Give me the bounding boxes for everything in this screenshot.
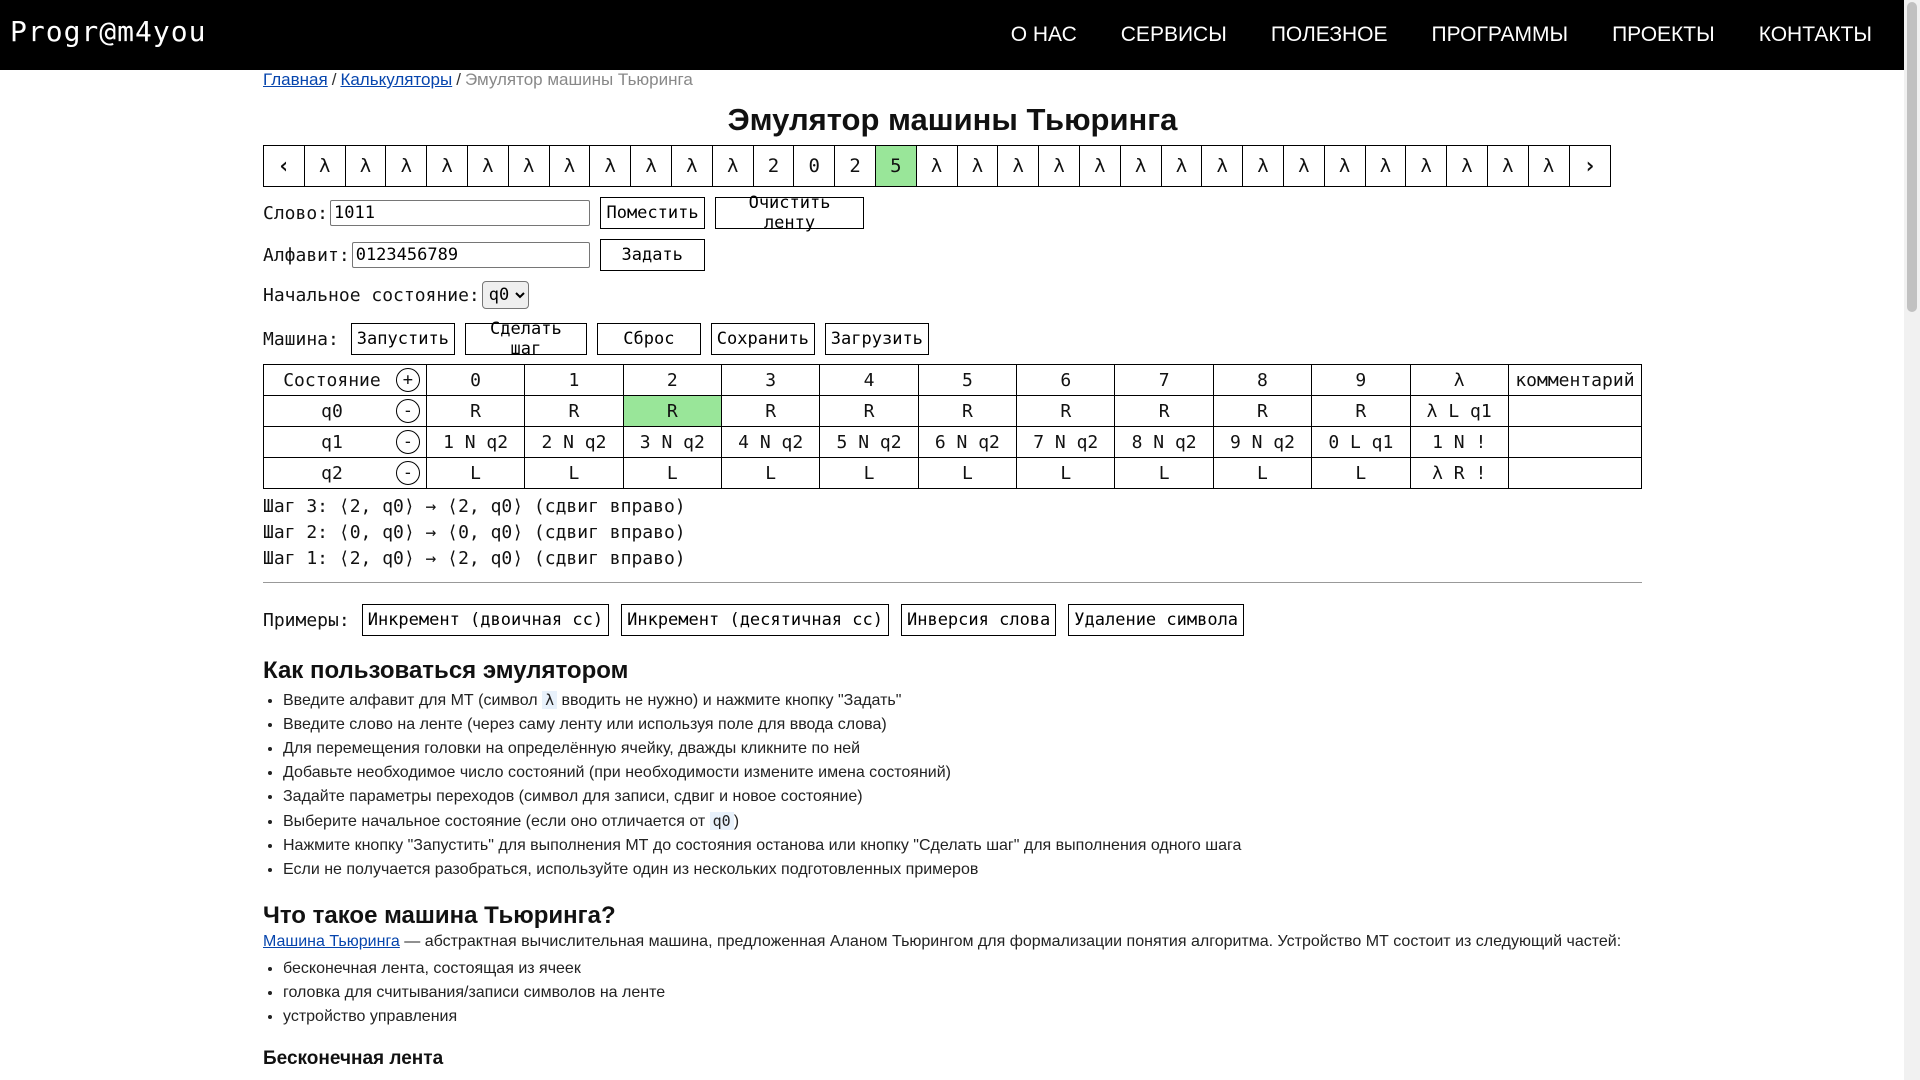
log-entry: Шаг 3: ⟨2, q0⟩ → ⟨2, q0⟩ (сдвиг вправо) bbox=[263, 496, 686, 517]
divider bbox=[263, 582, 1642, 583]
transition-cell[interactable]: 9 N q2 bbox=[1213, 427, 1311, 458]
top-navbar bbox=[0, 0, 1904, 70]
state-name[interactable]: q0 bbox=[321, 400, 343, 422]
inline-code: q0 bbox=[710, 812, 734, 830]
tape-cell[interactable]: λ bbox=[1080, 146, 1121, 186]
tape-cell[interactable]: λ bbox=[713, 146, 754, 186]
transition-cell[interactable]: L bbox=[623, 458, 721, 489]
examples-row bbox=[263, 604, 1244, 636]
list-item-text: Введите алфавит для МТ (символ bbox=[283, 692, 543, 709]
list-item-text: ) bbox=[733, 813, 740, 830]
start-state-select[interactable] bbox=[482, 281, 529, 309]
tape-cell[interactable]: λ bbox=[346, 146, 387, 186]
list-item bbox=[283, 688, 1241, 713]
what-list bbox=[263, 957, 665, 1029]
transition-cell[interactable]: R bbox=[1017, 396, 1115, 427]
list-item: • головка для считывания/записи символов на ленте bbox=[283, 981, 665, 1005]
remove-state-icon[interactable]: - bbox=[396, 461, 420, 485]
howto-list bbox=[263, 688, 1241, 882]
state-cell bbox=[264, 458, 427, 489]
transition-cell[interactable]: 1 N ! bbox=[1410, 427, 1508, 458]
transition-cell[interactable]: L bbox=[820, 458, 918, 489]
example-binary-increment-button[interactable]: Инкремент (двоичная сс) bbox=[362, 604, 609, 636]
transition-cell[interactable]: L bbox=[1213, 458, 1311, 489]
examples-label: Примеры: bbox=[263, 609, 350, 631]
symbol-header: 8 bbox=[1213, 365, 1311, 396]
word-input[interactable] bbox=[330, 200, 590, 226]
comment-header: комментарий bbox=[1508, 365, 1641, 396]
list-item-text: вводить не нужно) и нажмите кнопку "Задать" bbox=[557, 692, 902, 709]
transition-cell[interactable]: 8 N q2 bbox=[1115, 427, 1213, 458]
transition-cell[interactable]: R bbox=[623, 396, 721, 427]
log-entry: Шаг 1: ⟨2, q0⟩ → ⟨2, q0⟩ (сдвиг вправо) bbox=[263, 548, 686, 569]
example-invert-word-button[interactable]: Инверсия слова bbox=[901, 604, 1056, 636]
state-name[interactable]: q1 bbox=[321, 431, 343, 453]
tape-prev-button[interactable]: ‹ bbox=[264, 146, 305, 186]
list-item-text: Задайте параметры переходов (символ для записи, сдвиг и новое состояние) bbox=[283, 788, 863, 805]
table-row bbox=[264, 396, 1642, 427]
remove-state-icon[interactable]: - bbox=[396, 430, 420, 454]
tape-cell[interactable]: λ bbox=[1447, 146, 1488, 186]
tape-cell[interactable]: λ bbox=[1243, 146, 1284, 186]
transition-cell[interactable]: 6 N q2 bbox=[918, 427, 1016, 458]
machine-label: Машина: bbox=[263, 328, 339, 350]
state-cell bbox=[264, 427, 427, 458]
save-button[interactable]: Сохранить bbox=[711, 323, 815, 355]
table-row bbox=[264, 458, 1642, 489]
list-item-text: Выберите начальное состояние (если оно отличается от bbox=[283, 813, 710, 830]
list-item bbox=[283, 713, 1241, 737]
symbol-header: 2 bbox=[623, 365, 721, 396]
symbol-header: 7 bbox=[1115, 365, 1213, 396]
nav-programs[interactable]: ПРОГРАММЫ bbox=[1431, 23, 1569, 46]
tape-cell[interactable]: λ bbox=[1121, 146, 1162, 186]
table-row bbox=[264, 427, 1642, 458]
list-item-text: Если не получается разобраться, используйте один из нескольких подготовленных примеров bbox=[283, 861, 979, 878]
list-item bbox=[283, 858, 1241, 882]
comment-cell[interactable] bbox=[1508, 427, 1641, 458]
page-scrollbar[interactable] bbox=[1904, 0, 1920, 1080]
tape-cell[interactable]: λ bbox=[998, 146, 1039, 186]
transition-cell[interactable]: L bbox=[426, 458, 524, 489]
comment-cell[interactable] bbox=[1508, 396, 1641, 427]
symbol-header: 5 bbox=[918, 365, 1016, 396]
page-title: Эмулятор машины Тьюринга bbox=[727, 102, 1178, 137]
state-cell bbox=[264, 396, 427, 427]
transition-cell[interactable]: L bbox=[1312, 458, 1410, 489]
breadcrumb-home[interactable]: Главная bbox=[263, 70, 328, 89]
what-paragraph bbox=[263, 933, 1621, 951]
transition-cell[interactable]: 1 N q2 bbox=[426, 427, 524, 458]
tape-cell[interactable]: λ bbox=[550, 146, 591, 186]
turing-machine-link[interactable]: Машина Тьюринга bbox=[263, 933, 400, 950]
tape-cell[interactable]: λ bbox=[305, 146, 346, 186]
transition-cell[interactable]: 0 L q1 bbox=[1312, 427, 1410, 458]
symbol-header: λ bbox=[1410, 365, 1508, 396]
tape-cell-head[interactable]: 5 bbox=[876, 146, 917, 186]
transition-cell[interactable]: 5 N q2 bbox=[820, 427, 918, 458]
transition-cell[interactable]: 7 N q2 bbox=[1017, 427, 1115, 458]
nav-contacts[interactable]: КОНТАКТЫ bbox=[1758, 23, 1872, 46]
tape-cell[interactable]: λ bbox=[1406, 146, 1447, 186]
transition-cell[interactable]: R bbox=[426, 396, 524, 427]
what-heading: Что такое машина Тьюринга? bbox=[263, 902, 616, 929]
run-button[interactable]: Запустить bbox=[351, 323, 455, 355]
transition-cell[interactable]: L bbox=[722, 458, 820, 489]
list-item bbox=[283, 761, 1241, 785]
load-button[interactable]: Загрузить bbox=[825, 323, 929, 355]
list-item bbox=[283, 809, 1241, 834]
list-item bbox=[283, 737, 1241, 761]
symbol-header: 1 bbox=[525, 365, 623, 396]
remove-state-icon[interactable]: - bbox=[396, 399, 420, 423]
step-button[interactable]: Сделать шаг bbox=[465, 323, 587, 355]
table-header-row bbox=[264, 365, 1642, 396]
tape bbox=[263, 145, 1611, 187]
transition-cell[interactable]: R bbox=[1115, 396, 1213, 427]
transition-cell[interactable]: L bbox=[1017, 458, 1115, 489]
example-delete-symbol-button[interactable]: Удаление символа bbox=[1068, 604, 1244, 636]
place-word-button[interactable]: Поместить bbox=[600, 197, 705, 229]
tape-cell[interactable]: λ bbox=[1366, 146, 1407, 186]
log-entry: Шаг 2: ⟨0, q0⟩ → ⟨0, q0⟩ (сдвиг вправо) bbox=[263, 522, 686, 543]
add-state-icon[interactable]: + bbox=[396, 368, 420, 392]
reset-button[interactable]: Сброс bbox=[597, 323, 701, 355]
transition-cell[interactable]: 4 N q2 bbox=[722, 427, 820, 458]
scrollbar-thumb[interactable] bbox=[1907, 2, 1917, 312]
list-item: • устройство управления bbox=[283, 1005, 665, 1029]
transition-cell[interactable]: R bbox=[722, 396, 820, 427]
word-label: Слово: bbox=[263, 202, 329, 224]
tape-cell[interactable]: 2 bbox=[835, 146, 876, 186]
transition-cell[interactable]: L bbox=[918, 458, 1016, 489]
tape-cell[interactable]: λ bbox=[631, 146, 672, 186]
breadcrumb-separator: / bbox=[331, 70, 337, 89]
breadcrumb-calculators[interactable]: Калькуляторы bbox=[340, 70, 453, 89]
comment-cell[interactable] bbox=[1508, 458, 1641, 489]
what-text: — абстрактная вычислительная машина, предложенная Аланом Тьюрингом для формализации понятия алгоритма. Устройство МТ состоит из следующий частей: bbox=[399, 933, 1622, 950]
alphabet-row bbox=[263, 239, 705, 271]
nav-about[interactable]: О НАС bbox=[1010, 23, 1077, 46]
symbol-header: 0 bbox=[426, 365, 524, 396]
list-item: • бесконечная лента, состоящая из ячеек bbox=[283, 957, 665, 981]
transition-cell[interactable]: λ R ! bbox=[1410, 458, 1508, 489]
nav-useful[interactable]: ПОЛЕЗНОЕ bbox=[1270, 23, 1388, 46]
transition-table bbox=[263, 364, 1642, 489]
tape-section-heading: Бесконечная лента bbox=[263, 1048, 444, 1069]
transition-cell[interactable]: R bbox=[525, 396, 623, 427]
tape-cell[interactable]: λ bbox=[958, 146, 999, 186]
tape-cell[interactable]: λ bbox=[590, 146, 631, 186]
tape-cell[interactable]: λ bbox=[386, 146, 427, 186]
symbol-header: 6 bbox=[1017, 365, 1115, 396]
main-nav bbox=[1011, 0, 1872, 70]
transition-cell[interactable]: L bbox=[1115, 458, 1213, 489]
tape-cell[interactable]: λ bbox=[1325, 146, 1366, 186]
tape-cell[interactable]: λ bbox=[1202, 146, 1243, 186]
list-item-text: Нажмите кнопку "Запустить" для выполнения МТ до состояния останова или кнопку "Сделать шаг" для выполнения одного шага bbox=[283, 837, 1242, 854]
clear-tape-button[interactable]: Очистить ленту bbox=[715, 197, 864, 229]
tape-cell[interactable]: 0 bbox=[794, 146, 835, 186]
transition-cell[interactable]: L bbox=[525, 458, 623, 489]
tape-cell[interactable]: λ bbox=[1162, 146, 1203, 186]
tape-cell[interactable]: λ bbox=[917, 146, 958, 186]
tape-cell[interactable]: λ bbox=[1284, 146, 1325, 186]
transition-cell[interactable]: R bbox=[918, 396, 1016, 427]
symbol-header: 4 bbox=[820, 365, 918, 396]
symbol-header: 3 bbox=[722, 365, 820, 396]
breadcrumb bbox=[263, 70, 693, 90]
transition-cell[interactable]: R bbox=[1213, 396, 1311, 427]
transition-cell[interactable]: R bbox=[820, 396, 918, 427]
state-header bbox=[264, 365, 427, 396]
tape-cell[interactable]: λ bbox=[427, 146, 468, 186]
tape-cell[interactable]: λ bbox=[1529, 146, 1570, 186]
tape-cell[interactable]: λ bbox=[672, 146, 713, 186]
start-state-row bbox=[263, 281, 529, 309]
step-log bbox=[263, 494, 686, 572]
breadcrumb-separator: / bbox=[456, 70, 461, 89]
start-state-label: Начальное состояние: bbox=[263, 284, 480, 306]
alphabet-label: Алфавит: bbox=[263, 244, 350, 266]
list-item bbox=[283, 834, 1241, 858]
alphabet-input[interactable] bbox=[352, 242, 590, 268]
list-item bbox=[283, 785, 1241, 809]
tape-next-button[interactable]: › bbox=[1583, 153, 1597, 179]
transition-cell[interactable]: 3 N q2 bbox=[623, 427, 721, 458]
transition-cell[interactable]: λ L q1 bbox=[1410, 396, 1508, 427]
symbol-header: 9 bbox=[1312, 365, 1410, 396]
transition-cell[interactable]: 2 N q2 bbox=[525, 427, 623, 458]
site-logo[interactable]: Progr@m4you bbox=[10, 15, 207, 48]
list-item-text: Для перемещения головки на определённую ячейку, дважды кликните по ней bbox=[283, 740, 861, 757]
tape-cell[interactable]: λ bbox=[468, 146, 509, 186]
breadcrumb-current: Эмулятор машины Тьюринга bbox=[464, 70, 693, 89]
tape-cell[interactable]: λ bbox=[509, 146, 550, 186]
inline-code: λ bbox=[542, 691, 557, 709]
nav-services[interactable]: СЕРВИСЫ bbox=[1120, 23, 1227, 46]
state-name[interactable]: q2 bbox=[321, 462, 343, 484]
set-alphabet-button[interactable]: Задать bbox=[600, 239, 705, 271]
word-row bbox=[263, 193, 864, 233]
machine-row bbox=[263, 319, 929, 359]
tape-cell[interactable]: 2 bbox=[754, 146, 795, 186]
tape-cell[interactable]: λ bbox=[1039, 146, 1080, 186]
list-item-text: Добавьте необходимое число состояний (при необходимости измените имена состояний) bbox=[283, 764, 951, 781]
state-header-label: Состояние bbox=[283, 369, 381, 391]
tape-cell[interactable]: λ bbox=[1488, 146, 1529, 186]
example-decimal-increment-button[interactable]: Инкремент (десятичная сс) bbox=[621, 604, 889, 636]
howto-heading: Как пользоваться эмулятором bbox=[263, 657, 629, 684]
nav-projects[interactable]: ПРОЕКТЫ bbox=[1612, 23, 1715, 46]
transition-cell[interactable]: R bbox=[1312, 396, 1410, 427]
list-item-text: Введите слово на ленте (через саму ленту или используя поле для ввода слова) bbox=[283, 716, 887, 733]
